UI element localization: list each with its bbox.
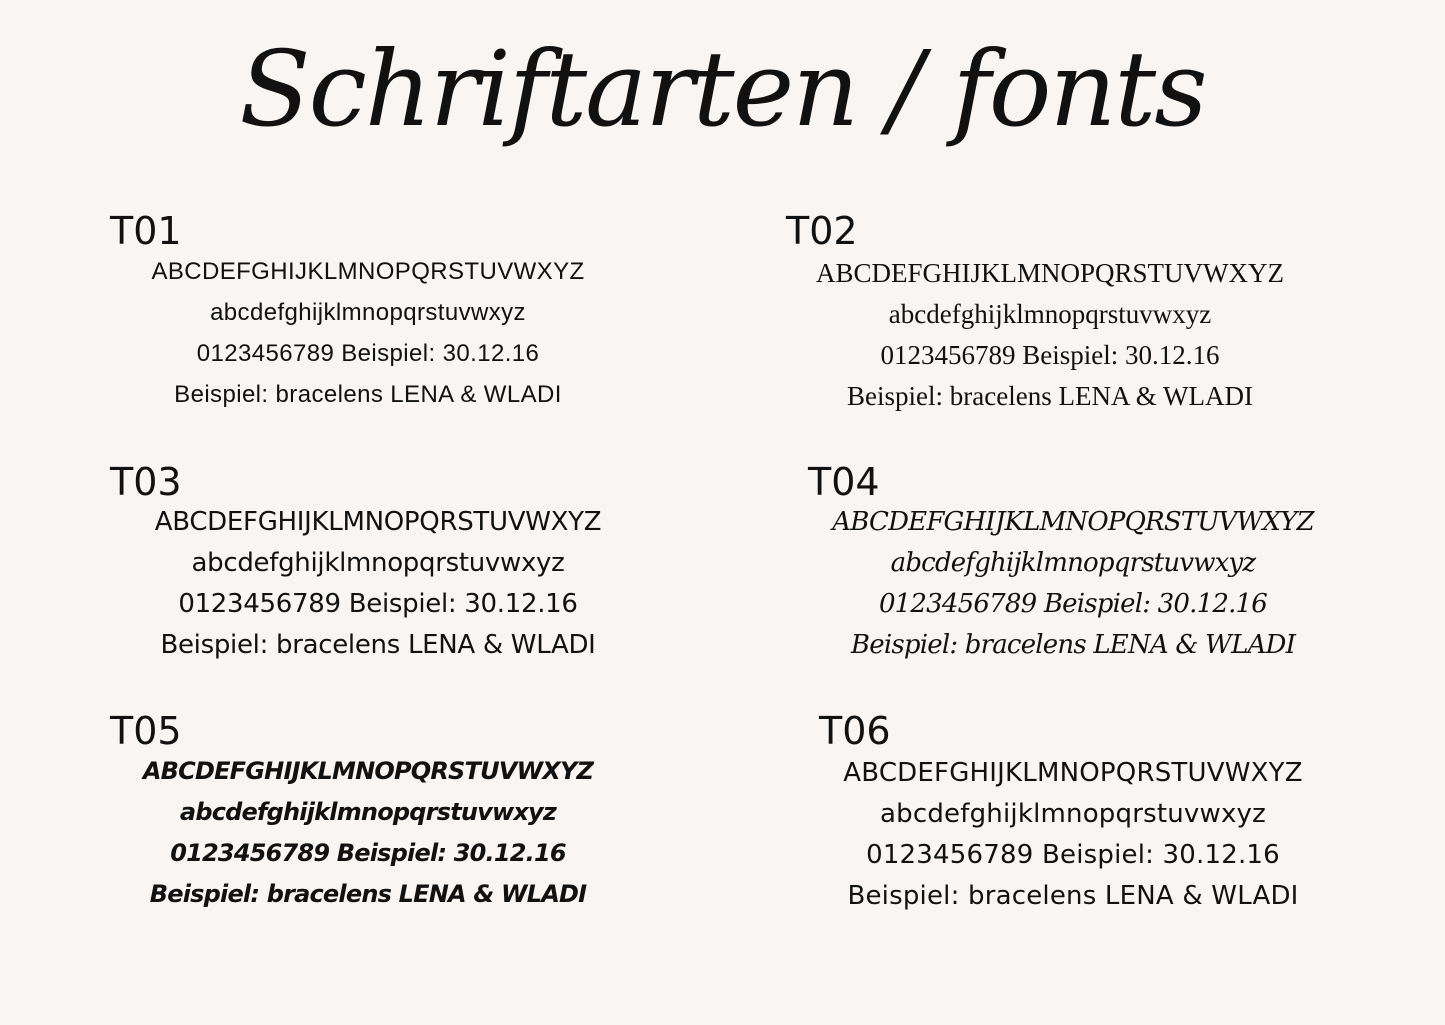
- font-sample-lines: [48, 251, 688, 415]
- font-sample-t03: [58, 456, 698, 676]
- font-sample-t02: [730, 205, 1370, 425]
- lowercase-line: abcdefghijklmnopqrstuvwxyz: [191, 548, 565, 578]
- numbers-line: 0123456789 Beispiel: 30.12.16: [170, 839, 566, 867]
- font-sample-lines: [48, 751, 688, 915]
- lowercase-line: abcdefghijklmnopqrstuvwxyz: [179, 798, 557, 826]
- font-code: T03: [110, 460, 182, 504]
- font-sample-t01: [48, 205, 688, 425]
- uppercase-line: ABCDEFGHIJKLMNOPQRSTUVWXYZ: [154, 507, 602, 537]
- font-sample-t04: [753, 456, 1393, 676]
- uppercase-line: ABCDEFGHIJKLMNOPQRSTUVWXYZ: [142, 757, 594, 785]
- example-line: Beispiel: bracelens LENA & WLADI: [850, 630, 1296, 660]
- font-code: T02: [786, 209, 858, 253]
- font-sample-lines: [730, 253, 1370, 417]
- numbers-line: 0123456789 Beispiel: 30.12.16: [866, 840, 1280, 870]
- numbers-line: 0123456789 Beispiel: 30.12.16: [878, 589, 1268, 619]
- uppercase-line: ABCDEFGHIJKLMNOPQRSTUVWXYZ: [832, 507, 1314, 537]
- font-code: T04: [808, 460, 880, 504]
- font-code: T01: [110, 209, 182, 253]
- lowercase-line: abcdefghijklmnopqrstuvwxyz: [888, 299, 1212, 329]
- example-line: Beispiel: bracelens LENA & WLADI: [847, 381, 1253, 411]
- font-code: T05: [110, 709, 182, 753]
- page-title: Schriftarten / fonts: [239, 28, 1206, 150]
- lowercase-line: abcdefghijklmnopqrstuvwxyz: [880, 799, 1266, 829]
- font-sample-t06: [753, 705, 1393, 925]
- font-sample-lines: [753, 753, 1393, 917]
- font-sample-lines: [58, 502, 698, 666]
- example-line: Beispiel: bracelens LENA & WLADI: [174, 381, 562, 408]
- numbers-line: 0123456789 Beispiel: 30.12.16: [178, 589, 578, 619]
- lowercase-line: abcdefghijklmnopqrstuvwxyz: [210, 299, 526, 326]
- uppercase-line: ABCDEFGHIJKLMNOPQRSTUVWXYZ: [815, 258, 1285, 288]
- numbers-line: 0123456789 Beispiel: 30.12.16: [880, 340, 1220, 370]
- example-line: Beispiel: bracelens LENA & WLADI: [160, 630, 596, 660]
- font-sample-t05: [48, 705, 688, 925]
- font-code: T06: [819, 709, 891, 753]
- font-sample-lines: [753, 502, 1393, 666]
- example-line: Beispiel: bracelens LENA & WLADI: [149, 880, 587, 908]
- lowercase-line: abcdefghijklmnopqrstuvwxyz: [890, 548, 1256, 578]
- uppercase-line: ABCDEFGHIJKLMNOPQRSTUVWXYZ: [843, 758, 1303, 788]
- example-line: Beispiel: bracelens LENA & WLADI: [847, 881, 1299, 911]
- numbers-line: 0123456789 Beispiel: 30.12.16: [196, 340, 540, 367]
- uppercase-line: ABCDEFGHIJKLMNOPQRSTUVWXYZ: [151, 258, 585, 285]
